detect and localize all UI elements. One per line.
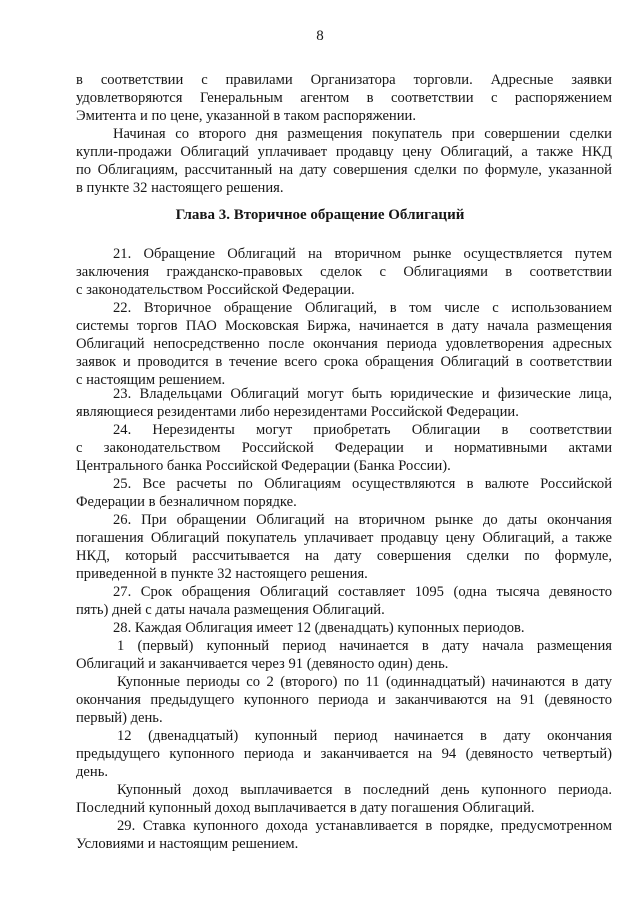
text-line: окончания предыдущего купонного периода и заканчиваются на 91 (девяносто [76,692,612,708]
text-line: погашения Облигаций покупатель уплачивает продавцу цену Облигаций, а также [76,530,612,546]
text-line: Начиная со второго дня размещения покупатель при совершении сделки [113,126,612,142]
text-line: Центрального банка Российской Федерации (Банка России). [76,458,451,474]
text-line: предыдущего купонного периода и заканчивается на 94 (девяносто четвертый) [76,746,612,762]
text-line: 12 (двенадцатый) купонный период начинается в дату окончания [117,728,612,744]
text-line: первый) день. [76,710,163,726]
text-line: 22. Вторичное обращение Облигаций, в том числе с использованием [113,300,612,316]
text-line: в пункте 32 настоящего решения. [76,180,284,196]
text-line: 29. Ставка купонного дохода устанавливается в порядке, предусмотренном [117,818,612,834]
text-line: заявок и проводится в течение всего срока обращения Облигаций в соответствии [76,354,612,370]
text-line: с настоящим решением. [76,372,226,388]
text-line: 27. Срок обращения Облигаций составляет 1095 (одна тысяча девяносто [113,584,612,600]
text-line: 25. Все расчеты по Облигациям осуществляются в валюте Российской [113,476,612,492]
text-line: купли-продажи Облигаций уплачивает продавцу цену Облигаций, а также НКД [76,144,612,160]
text-line: Облигаций и заканчивается через 91 (девяносто один) день. [76,656,449,672]
text-line: 21. Обращение Облигаций на вторичном рынке осуществляется путем [113,246,612,262]
page-number: 8 [316,28,324,44]
text-line: заключения гражданско-правовых сделок с Облигациями в соответствии [76,264,612,280]
text-line: приведенной в пункте 32 настоящего решения. [76,566,368,582]
text-line: Облигаций непосредственно после окончания периода удовлетворения адресных [76,336,612,352]
text-line: удовлетворяются Генеральным агентом в соответствии с распоряжением [76,90,612,106]
text-line: 1 (первый) купонный период начинается в дату начала размещения [117,638,612,654]
text-line: 26. При обращении Облигаций на вторичном рынке до даты окончания [113,512,612,528]
text-line: Условиями и настоящим решением. [76,836,299,852]
text-line: день. [76,764,109,780]
text-line: в соответствии с правилами Организатора торговли. Адресные заявки [76,72,612,88]
text-line: Последний купонный доход выплачивается в дату погашения Облигаций. [76,800,535,816]
text-line: Эмитента и по цене, указанной в таком распоряжении. [76,108,417,124]
text-line: Федерации в безналичном порядке. [76,494,297,510]
text-line: являющиеся резидентами либо нерезидентами Российской Федерации. [76,404,519,420]
text-line: с законодательством Российской Федерации. [76,282,355,298]
text-line: по Облигациям, рассчитанный на дату совершения сделки по формуле, указанной [76,162,612,178]
text-line: 24. Нерезиденты могут приобретать Облигации в соответствии [113,422,612,438]
text-line: 28. Каждая Облигация имеет 12 (двенадцать) купонных периодов. [113,620,525,636]
chapter-heading: Глава 3. Вторичное обращение Облигаций [175,207,465,223]
text-line: Купонные периоды со 2 (второго) по 11 (одиннадцатый) начинаются в дату [117,674,612,690]
text-line: 23. Владельцами Облигаций могут быть юридические и физические лица, [113,386,612,402]
text-line: пять) дней с даты начала размещения Облигаций. [76,602,385,618]
text-line: НКД, который рассчитывается на дату совершения сделки по формуле, [76,548,612,564]
text-line: Купонный доход выплачивается в последний день купонного периода. [117,782,612,798]
text-line: системы торгов ПАО Московская Биржа, начинается в дату начала размещения [76,318,612,334]
text-line: с законодательством Российской Федерации и нормативными актами [76,440,612,456]
